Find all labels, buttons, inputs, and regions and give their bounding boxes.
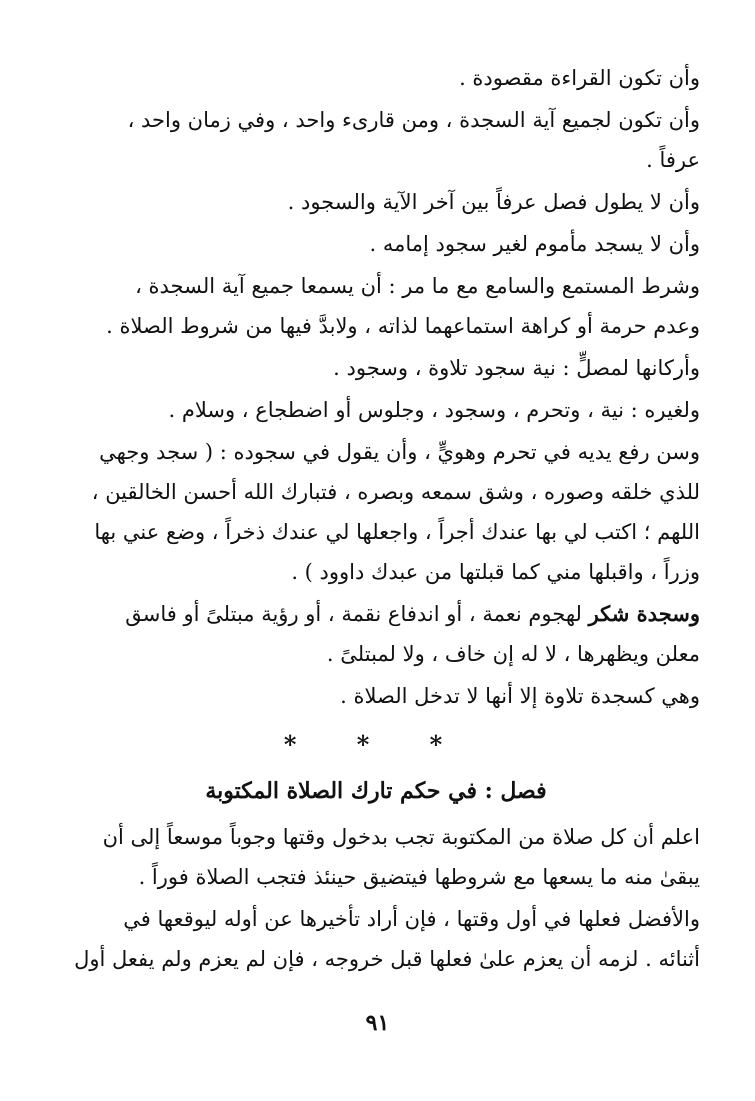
text-line: وأن تكون لجميع آية السجدة ، ومن قارىء واحد ، وفي زمان واحد ، <box>127 108 700 132</box>
paragraph <box>52 100 700 180</box>
text-line: وشرط المستمع والسامع مع ما مر : أن يسمعا جميع آية السجدة ، <box>135 274 700 298</box>
text-line: وعدم حرمة أو كراهة استماعهما لذاته ، ولابدَّ فيها من شروط الصلاة . <box>106 314 700 338</box>
paragraph <box>52 676 700 716</box>
text-line: معلن ويظهرها ، لا له إن خاف ، ولا لمبتلىً . <box>326 642 700 666</box>
text-line: وأن لا يسجد مأموم لغير سجود إمامه . <box>369 232 700 256</box>
paragraph <box>52 58 700 98</box>
page-number: ٩١ <box>365 1010 390 1036</box>
text-line: وأن تكون القراءة مقصودة . <box>459 66 700 90</box>
paragraph <box>52 266 700 346</box>
text-line: وزراً ، واقبلها مني كما قبلتها من عبدك داوود ) . <box>291 560 700 584</box>
text-line: للذي خلقه وصوره ، وشق سمعه وبصره ، فتبارك الله أحسن الخالقين ، <box>91 480 700 504</box>
text-line: عرفاً . <box>646 148 700 172</box>
paragraph <box>52 817 700 897</box>
text-run: لهجوم نعمة ، أو اندفاع نقمة ، أو رؤية مبتلىً أو فاسق <box>125 602 589 626</box>
bottom-section <box>52 817 700 979</box>
text-line: وأركانها لمصلٍّ : نية سجود تلاوة ، وسجود . <box>333 356 700 380</box>
paragraph <box>52 432 700 592</box>
paragraph <box>52 182 700 222</box>
text-line: وهي كسجدة تلاوة إلا أنها لا تدخل الصلاة . <box>340 684 700 708</box>
section-separator: * * * <box>283 730 469 759</box>
paragraph <box>52 594 700 674</box>
text-line: وسن رفع يديه في تحرم وهويٍّ ، وأن يقول في سجوده : ( سجد وجهي <box>99 440 700 464</box>
paragraph <box>52 899 700 979</box>
paragraph <box>52 224 700 264</box>
text-line: والأفضل فعلها في أول وقتها ، فإن أراد تأخيرها عن أوله ليوقعها في <box>123 907 700 931</box>
paragraph <box>52 390 700 430</box>
text-line: وأن لا يطول فصل عرفاً بين آخر الآية والسجود . <box>287 190 700 214</box>
text-line: أثنائه . لزمه أن يعزم علىٰ فعلها قبل خروجه ، فإن لم يعزم ولم يفعل أول <box>74 947 700 971</box>
text-line: ولغيره : نية ، وتحرم ، وسجود ، وجلوس أو اضطجاع ، وسلام . <box>168 398 700 422</box>
text-line: اعلم أن كل صلاة من المكتوبة تجب بدخول وقتها وجوباً موسعاً إلى أن <box>102 825 700 849</box>
section-heading: فصل : في حكم تارك الصلاة المكتوبة <box>205 778 547 804</box>
text-line: اللهم ؛ اكتب لي بها عندك أجراً ، واجعلها لي عندك ذخراً ، وضع عني بها <box>94 520 700 544</box>
text-line: يبقىٰ منه ما يسعها مع شروطها فيتضيق حينئذ فتجب الصلاة فوراً . <box>138 865 700 889</box>
text-line <box>52 594 700 634</box>
top-section <box>52 58 700 716</box>
paragraph <box>52 348 700 388</box>
bold-lead: وسجدة شكر <box>588 601 700 626</box>
